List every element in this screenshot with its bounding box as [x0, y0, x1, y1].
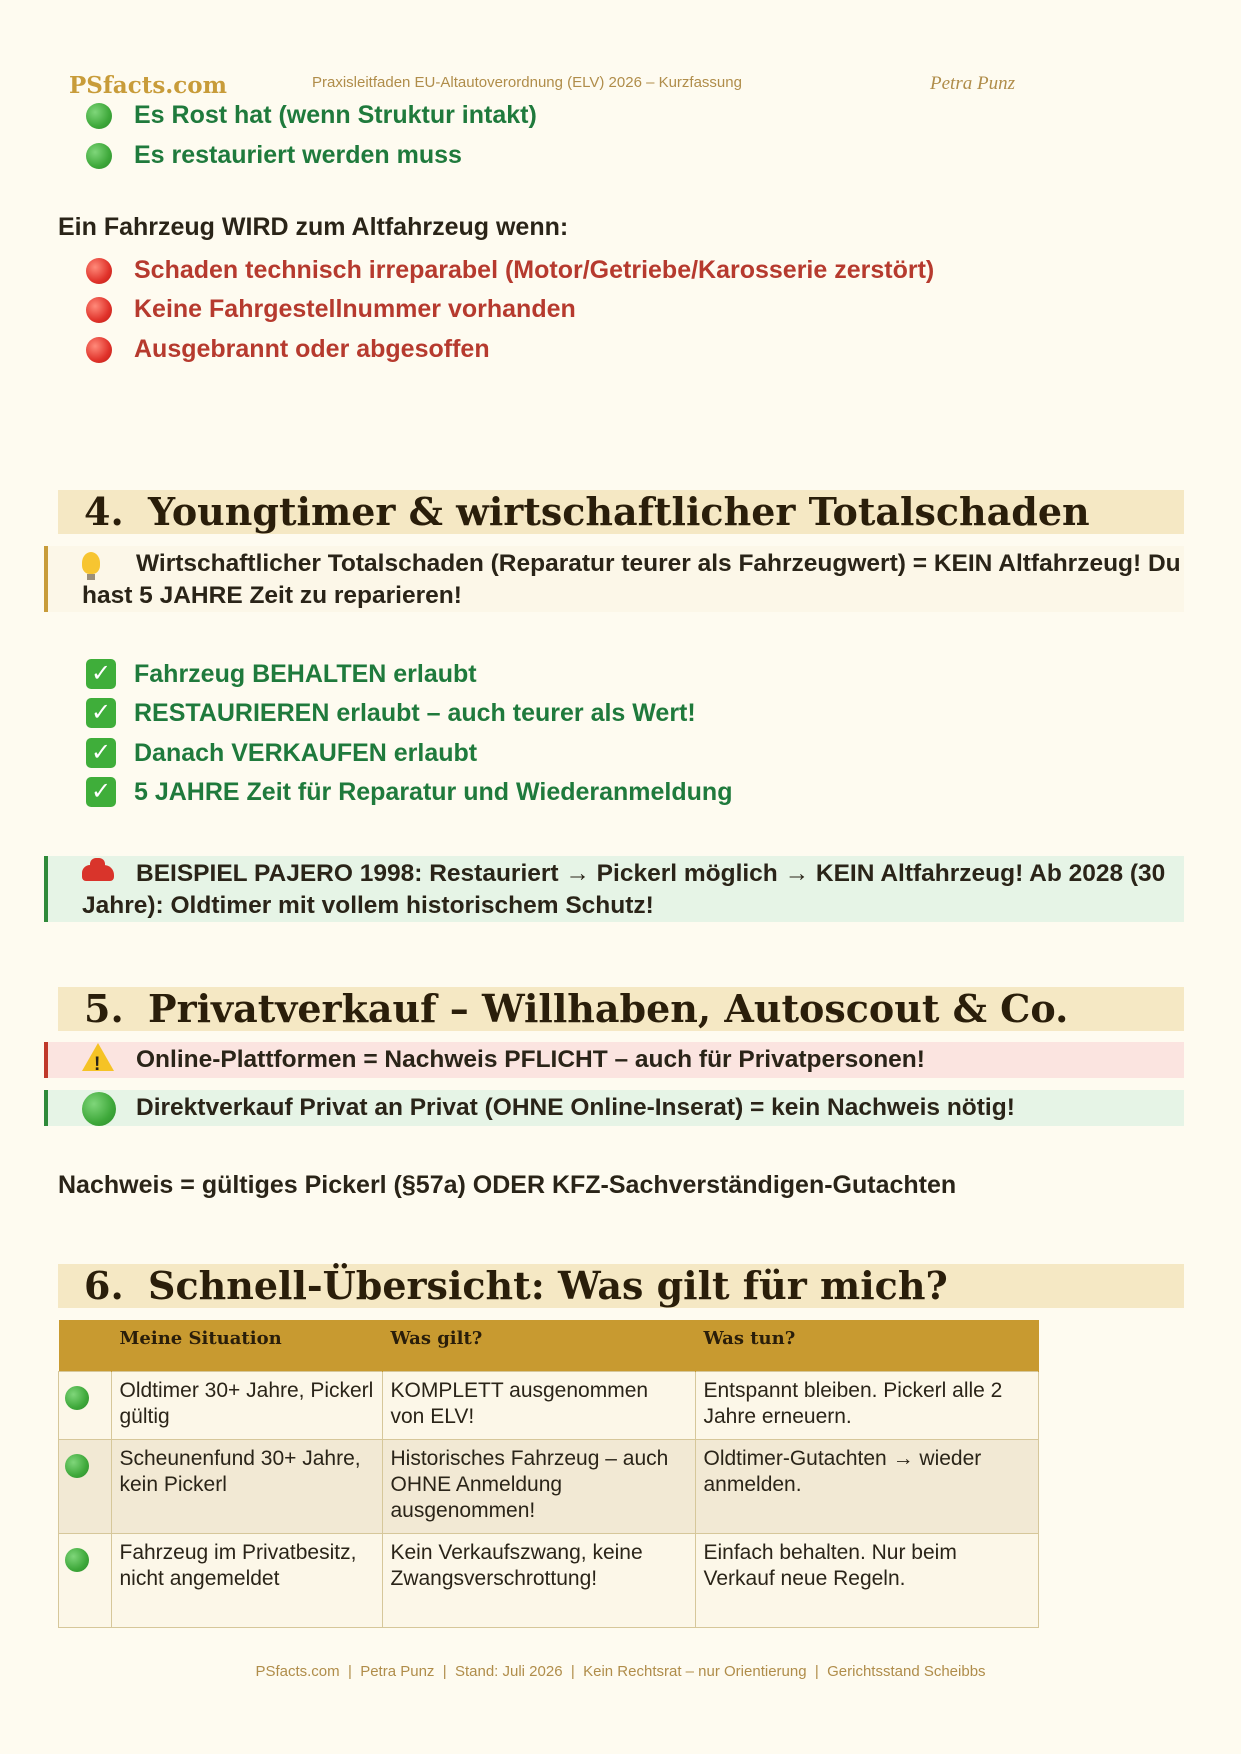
- green-circle-icon: [86, 103, 112, 129]
- proof-text: Nachweis = gültiges Pickerl (§57a) ODER KFZ-Sachverständigen-Gutachten: [58, 1171, 957, 1199]
- list-item-label: RESTAURIEREN erlaubt – auch teurer als Wert!: [134, 698, 696, 727]
- section-title: Schnell-Übersicht: Was gilt für mich?: [148, 1263, 948, 1308]
- car-icon: [82, 858, 136, 890]
- column-header: Was gilt?: [382, 1320, 695, 1372]
- green-circle-icon: [82, 1090, 136, 1126]
- page-footer: PSfacts.com | Petra Punz | Stand: Juli 2026 | Kein Rechtsrat – nur Orientierung | Gerichtsstand Scheibbs: [255, 1663, 986, 1680]
- list-item-label: Schaden technisch irreparabel (Motor/Getriebe/Karosserie zerstört): [134, 256, 935, 284]
- situation-cell: Scheunenfund 30+ Jahre, kein Pickerl: [111, 1440, 382, 1534]
- check-mark-icon: ✓: [86, 659, 116, 689]
- list-item: [86, 777, 732, 807]
- table-row: [59, 1372, 1039, 1440]
- warning-callout: [44, 1042, 1184, 1078]
- section-title: Privatverkauf – Willhaben, Autoscout & Co.: [148, 986, 1069, 1031]
- document-title: Praxisleitfaden EU-Altautoverordnung (ELV) 2026 – Kurzfassung: [312, 74, 742, 91]
- list-item: [86, 101, 537, 130]
- author-name: Petra Punz: [930, 73, 1015, 94]
- red-circle-icon: [86, 258, 112, 284]
- section-heading-5: [58, 987, 1184, 1031]
- warning-text: Online-Plattformen = Nachweis PFLICHT – auch für Privatpersonen!: [136, 1046, 925, 1073]
- action-cell: Oldtimer-Gutachten → wieder anmelden.: [695, 1440, 1039, 1534]
- list-item: [86, 141, 462, 170]
- red-circle-icon: [86, 297, 112, 323]
- logo: PSfacts.com: [69, 72, 227, 99]
- check-mark-icon: ✓: [86, 777, 116, 807]
- red-circle-icon: [86, 337, 112, 363]
- tip-callout: [44, 546, 1184, 612]
- rule-cell: Kein Verkaufszwang, keine Zwangsverschrottung!: [382, 1534, 695, 1628]
- table-header-row: [59, 1320, 1039, 1372]
- light-bulb-icon: [82, 548, 136, 580]
- action-cell: Entspannt bleiben. Pickerl alle 2 Jahre erneuern.: [695, 1372, 1039, 1440]
- list-item-label: Danach VERKAUFEN erlaubt: [134, 738, 478, 767]
- table-row: [59, 1534, 1039, 1628]
- rule-cell: KOMPLETT ausgenommen von ELV!: [382, 1372, 695, 1440]
- overview-table: [58, 1320, 1039, 1628]
- example-text: BEISPIEL PAJERO 1998: Restauriert → Pickerl möglich → KEIN Altfahrzeug! Ab 2028 (30 Jahre): Oldtimer mit vollem historischem Schutz!: [82, 860, 1166, 919]
- becomes-heading: Ein Fahrzeug WIRD zum Altfahrzeug wenn:: [58, 213, 569, 241]
- warning-icon: [82, 1042, 136, 1078]
- list-item-label: Es Rost hat (wenn Struktur intakt): [134, 101, 537, 129]
- check-mark-icon: ✓: [86, 698, 116, 728]
- rule-cell: Historisches Fahrzeug – auch OHNE Anmeldung ausgenommen!: [382, 1440, 695, 1534]
- status-cell: [59, 1534, 112, 1628]
- action-cell: Einfach behalten. Nur beim Verkauf neue Regeln.: [695, 1534, 1039, 1628]
- section-heading-4: [58, 490, 1184, 534]
- list-item: [86, 738, 477, 768]
- status-cell: [59, 1372, 112, 1440]
- example-callout: [44, 856, 1184, 922]
- ok-callout: [44, 1090, 1184, 1126]
- column-header: Was tun?: [695, 1320, 1039, 1372]
- green-circle-icon: [65, 1454, 89, 1478]
- green-circle-icon: [86, 143, 112, 169]
- list-item: [86, 659, 477, 689]
- status-cell: [59, 1440, 112, 1534]
- green-circle-icon: [65, 1548, 89, 1572]
- green-circle-icon: [65, 1386, 89, 1410]
- ok-text: Direktverkauf Privat an Privat (OHNE Online-Inserat) = kein Nachweis nötig!: [136, 1094, 1015, 1121]
- list-item-label: Fahrzeug BEHALTEN erlaubt: [134, 659, 477, 688]
- list-item: [86, 256, 934, 285]
- column-header: [59, 1320, 112, 1372]
- list-item: [86, 698, 696, 728]
- column-header: Meine Situation: [111, 1320, 382, 1372]
- section-number: 5.: [84, 986, 124, 1031]
- list-item-label: Ausgebrannt oder abgesoffen: [134, 335, 490, 363]
- situation-cell: Fahrzeug im Privatbesitz, nicht angemeldet: [111, 1534, 382, 1628]
- list-item-label: 5 JAHRE Zeit für Reparatur und Wiederanmeldung: [134, 777, 733, 806]
- situation-cell: Oldtimer 30+ Jahre, Pickerl gültig: [111, 1372, 382, 1440]
- tip-text: Wirtschaftlicher Totalschaden (Reparatur teurer als Fahrzeugwert) = KEIN Altfahrzeug! Du hast 5 JAHRE Zeit zu reparieren!: [82, 550, 1181, 609]
- section-title: Youngtimer & wirtschaftlicher Totalschaden: [148, 489, 1090, 534]
- check-mark-icon: ✓: [86, 738, 116, 768]
- list-item-label: Keine Fahrgestellnummer vorhanden: [134, 295, 576, 323]
- list-item: [86, 295, 576, 324]
- table-row: [59, 1440, 1039, 1534]
- section-number: 4.: [84, 489, 124, 534]
- section-number: 6.: [84, 1263, 124, 1308]
- list-item: [86, 335, 490, 364]
- list-item-label: Es restauriert werden muss: [134, 141, 462, 169]
- section-heading-6: [58, 1264, 1184, 1308]
